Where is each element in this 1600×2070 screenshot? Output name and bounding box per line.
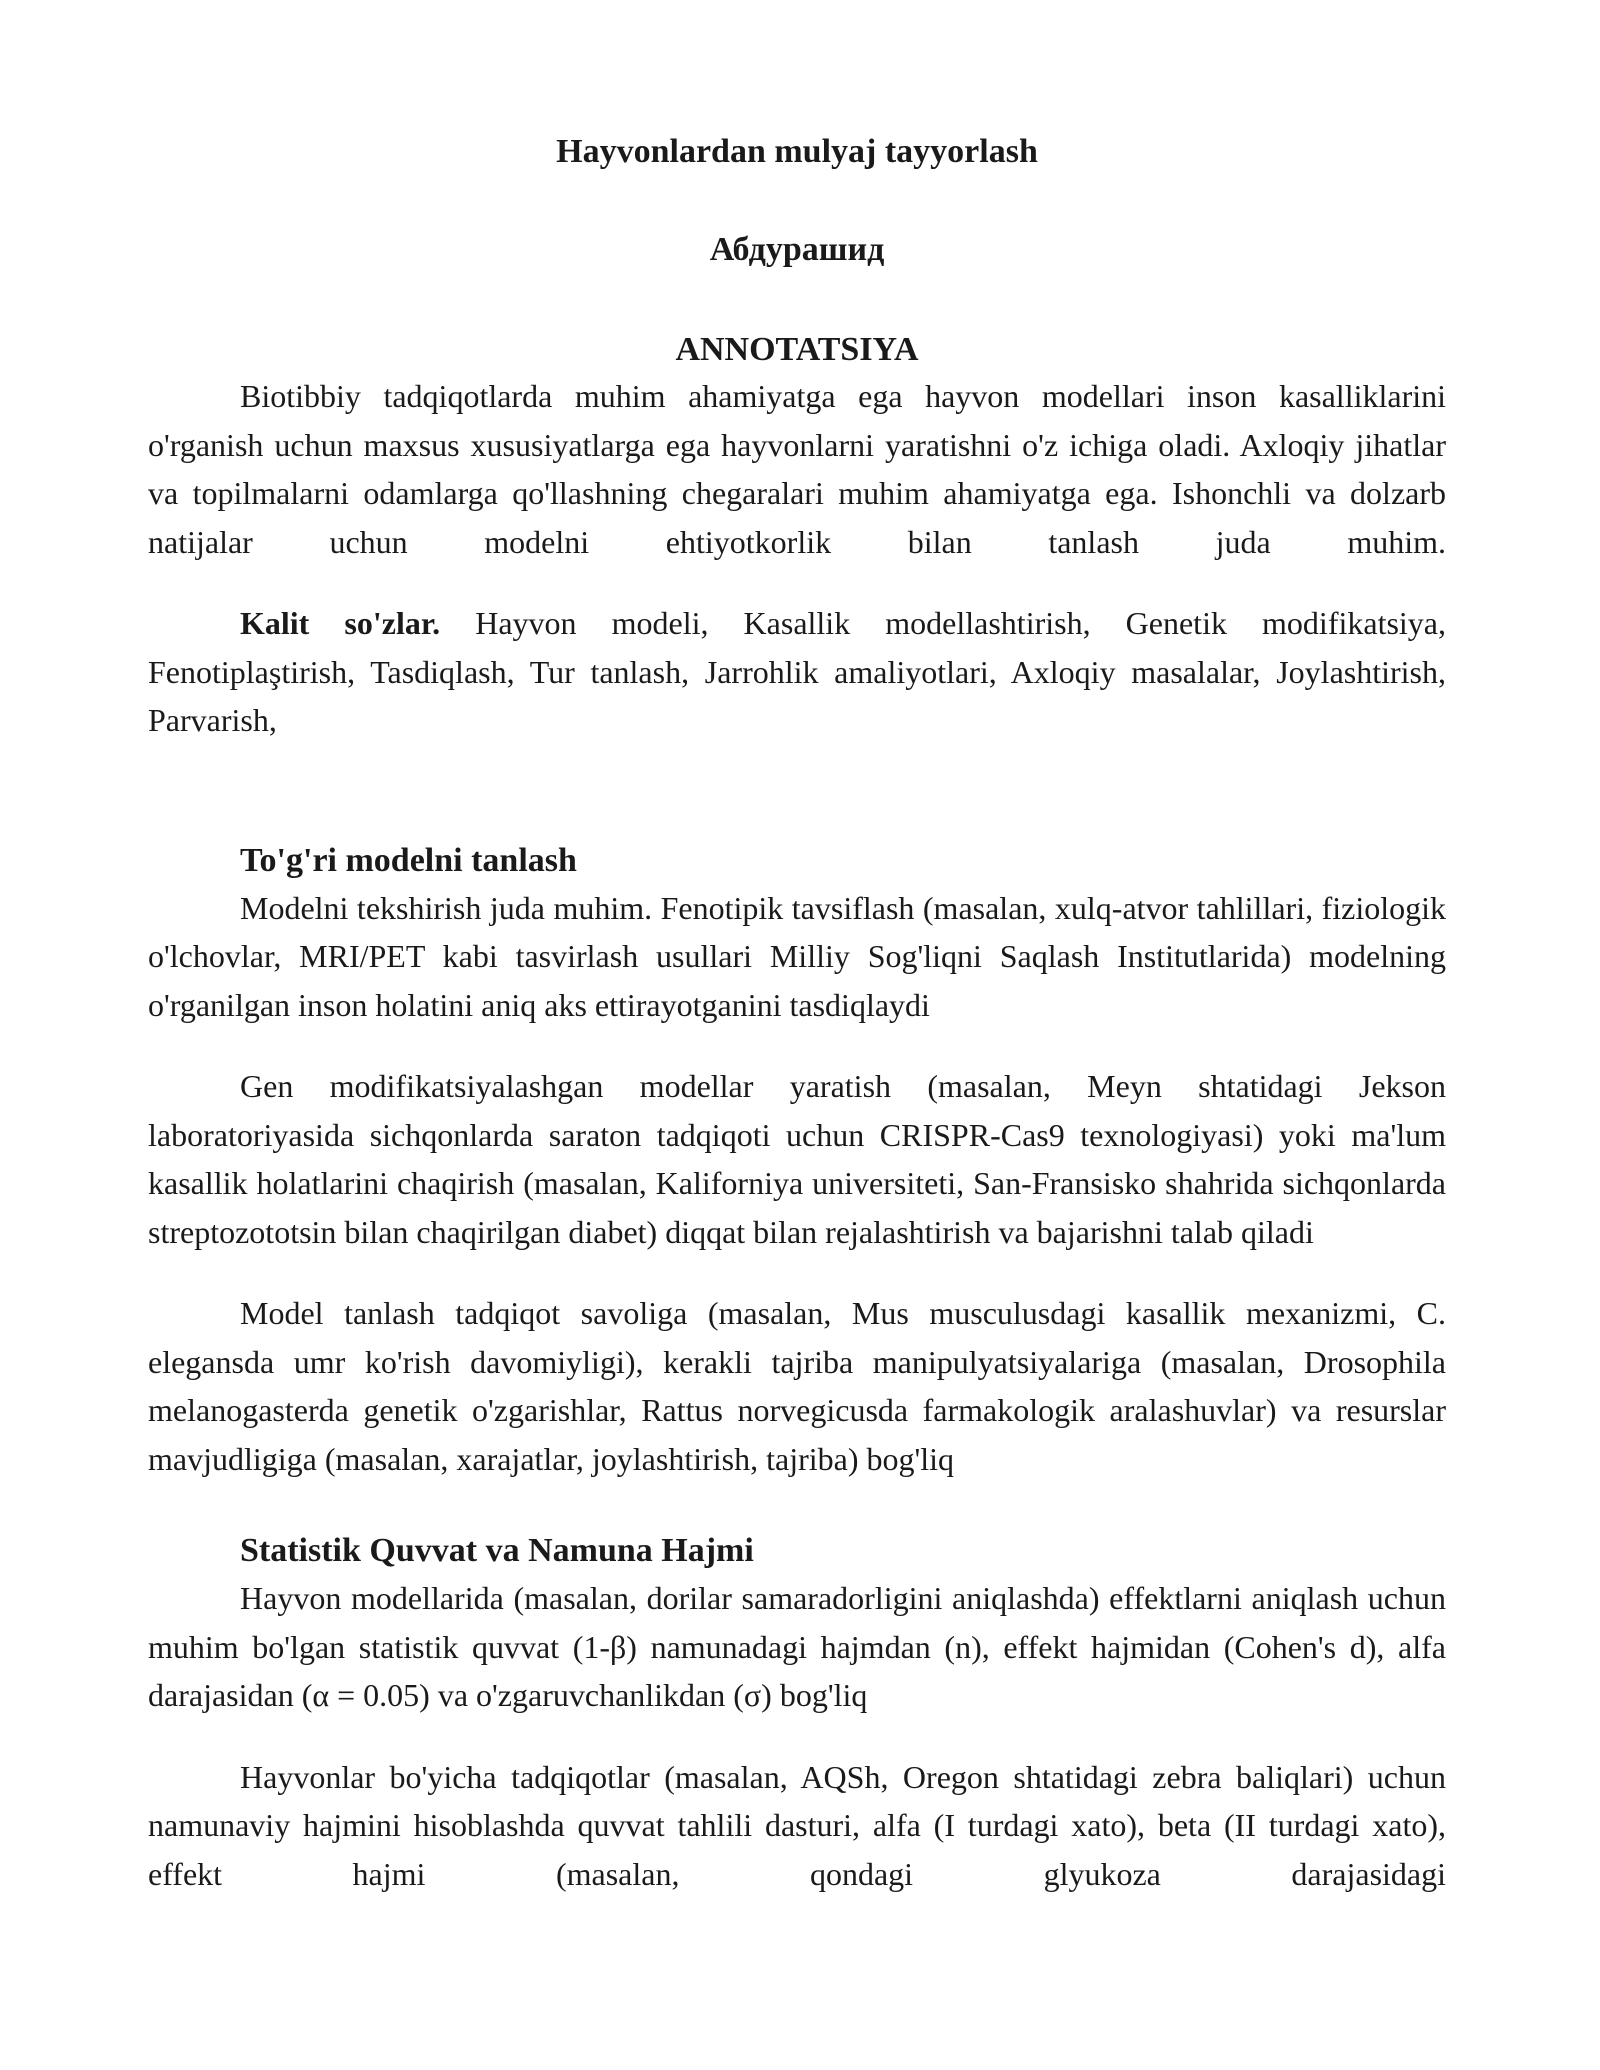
annotation-paragraph: Biotibbiy tadqiqotlarda muhim ahamiyatga ega hayvon modellari inson kasalliklarini o'rganish uchun maxsus xususiyatlarga ega hayvonlarni yaratishni o'z ichiga oladi. Axloqiy jihatlar va topilmalarni odamlarga qo'llashning chegaralari muhim ahamiyatga ega. Ishonchli va dolzarb natijalar uchun modelni ehtiyotkorlik bilan tanlash juda muhim. [148, 378, 1446, 560]
keywords-label: Kalit so'zlar. [240, 605, 441, 641]
section-heading-model-selection: To'g'ri modelni tanlash [240, 841, 577, 879]
document-title: Hayvonlardan mulyaj tayyorlash [556, 133, 1038, 170]
section1-paragraph-1: Modelni tekshirish juda muhim. Fenotipik tavsiflash (masalan, xulq-atvor tahlillari, fiziologik o'lchovlar, MRI/PET kabi tasvirlash usullari Milliy Sog'liqni Saqlash Institutlarida) modelning o'rganilgan inson holatini aniq aks ettirayotganini tasdiqlaydi [148, 889, 1446, 1023]
document-author: Абдурашид [709, 231, 885, 268]
spacer [148, 1256, 1446, 1289]
annotation-heading: ANNOTATSIYA [675, 331, 919, 368]
section2-paragraph-1: Hayvon modellarida (masalan, dorilar samaradorligini aniqlashda) effektlarni aniqlash uchun muhim bo'lgan statistik quvvat (1-β) namunadagi hajmdan (n), effekt hajmidan (Cohen's d), alfa darajasidan (α = 0.05) va o'zgaruvchanlikdan (σ) bog'liq [148, 1580, 1446, 1713]
spacer [148, 566, 1446, 599]
spacer [148, 1029, 1446, 1062]
document-body [148, 130, 1446, 1898]
keywords-paragraph [148, 599, 1446, 745]
spacer [148, 1720, 1446, 1753]
section2-paragraph-2: Hayvonlar bo'yicha tadqiqotlar (masalan, AQSh, Oregon shtatidagi zebra baliqlari) uchun namunaviy hajmini hisoblashda quvvat tahlili dasturi, alfa (I turdagi xato), beta (II turdagi xato), effekt hajmi (masalan, qondagi glyukoza darajasidagi [148, 1758, 1446, 1892]
section-heading-statistical-power: Statistik Quvvat va Namuna Hajmi [240, 1532, 754, 1569]
keywords-list: Hayvon modeli, Kasallik modellashtirish, Genetik modifikatsiya, Fenotiplaştirish, Tasdiqlash, Tur tanlash, Jarrohlik amaliyotlari, Axloqiy masalalar, Joylashtirish, Parvarish, [148, 605, 1447, 738]
section1-paragraph-2: Gen modifikatsiyalashgan modellar yaratish (masalan, Meyn shtatidagi Jekson laboratoriyasida sichqonlarda saraton tadqiqoti uchun CRISPR-Cas9 texnologiyasi) yoki ma'lum kasallik holatlarini chaqirish (masalan, Kaliforniya universiteti, San-Fransisko shahrida sichqonlarda streptozototsin bilan chaqirilgan diabet) diqqat bilan rejalashtirish va bajarishni talab qiladi [148, 1068, 1446, 1250]
section1-paragraph-3: Model tanlash tadqiqot savoliga (masalan, Mus musculusdagi kasallik mexanizmi, C. elegansda umr ko'rish davomiyligi), kerakli tajriba manipulyatsiyalariga (masalan, Drosophila melanogasterda genetik o'zgarishlar, Rattus norvegicusda farmakologik aralashuvlar) va resurslar mavjudligiga (masalan, xarajatlar, joylashtirish, tajriba) bog'liq [148, 1295, 1446, 1477]
spacer [148, 745, 1446, 838]
spacer [148, 1483, 1446, 1528]
